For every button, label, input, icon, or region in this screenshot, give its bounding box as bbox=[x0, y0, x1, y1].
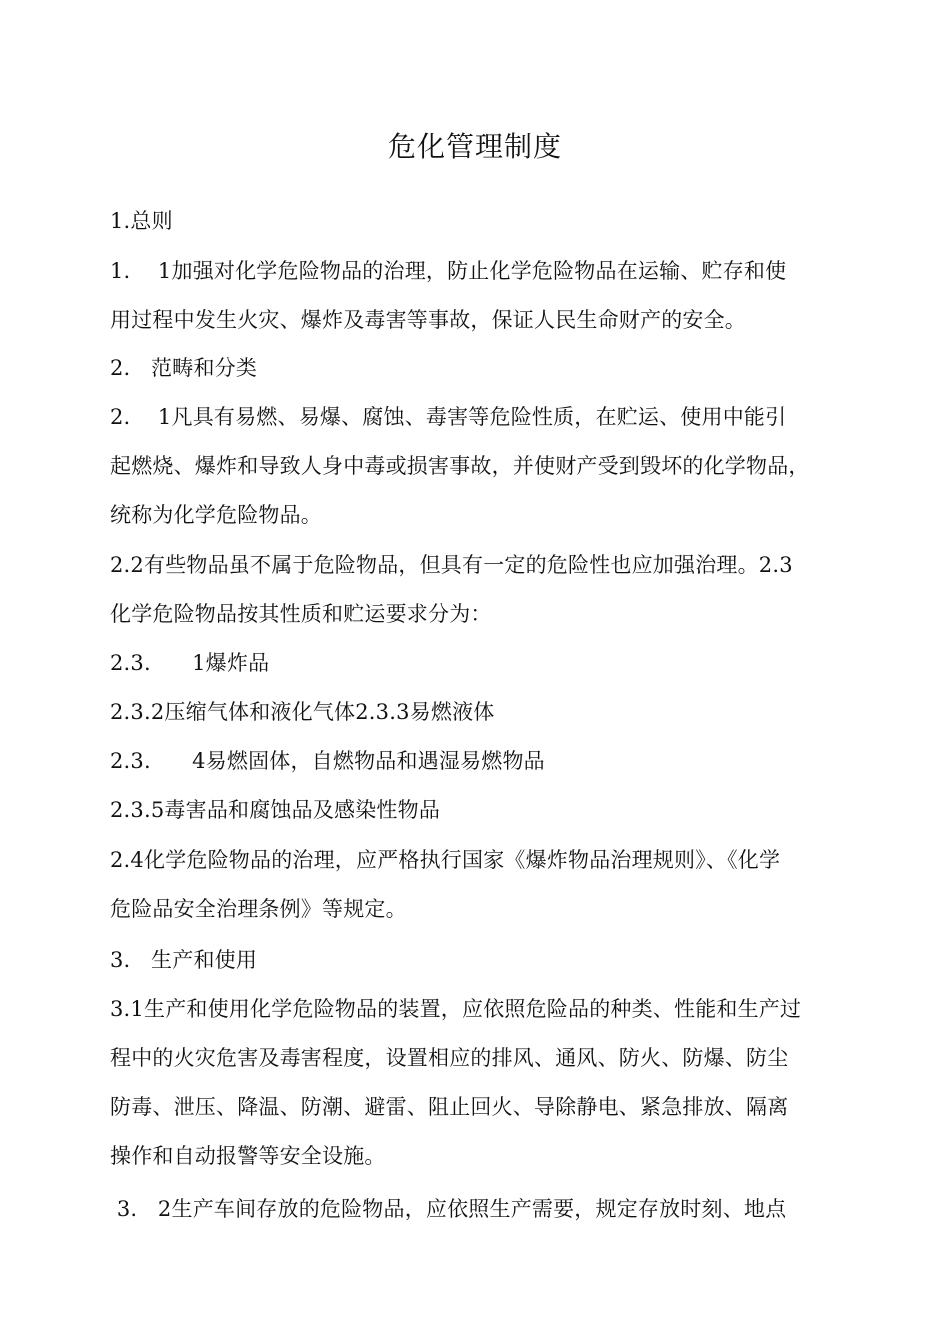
text-line: 2. 1凡具有易燃、易爆、腐蚀、毒害等危险性质，在贮运、使用中能引 bbox=[110, 405, 787, 429]
text-line: 2.4化学危险物品的治理，应严格执行国家《爆炸物品治理规则》、《化学 bbox=[110, 848, 781, 872]
text-line: 2.3.5毒害品和腐蚀品及感染性物品 bbox=[110, 798, 441, 822]
text-line: 起燃烧、爆炸和导致人身中毒或损害事故，并使财产受到毁坏的化学物品， bbox=[110, 454, 810, 478]
text-line: 2.3. 4易燃固体，自燃物品和遇湿易燃物品 bbox=[110, 749, 545, 773]
text-line: 2.3.2压缩气体和液化气体2.3.3易燃液体 bbox=[110, 700, 495, 724]
text-line: 危险品安全治理条例》等规定。 bbox=[110, 897, 407, 921]
text-line: 2.2有些物品虽不属于危险物品，但具有一定的危险性也应加强治理。2.3 bbox=[110, 553, 793, 577]
text-line: 用过程中发生火灾、爆炸及毒害等事故，保证人民生命财产的安全。 bbox=[110, 308, 746, 332]
text-line: 3.1生产和使用化学危险物品的装置，应依照危险品的种类、性能和生产过 bbox=[110, 997, 802, 1021]
text-line: 统称为化学危险物品。 bbox=[110, 503, 322, 527]
text-line: 2. 范畴和分类 bbox=[110, 356, 258, 380]
text-line: 操作和自动报警等安全设施。 bbox=[110, 1144, 386, 1168]
text-line: 3. 2生产车间存放的危险物品，应依照生产需要，规定存放时刻、地点 bbox=[110, 1197, 787, 1221]
text-line: 1.总则 bbox=[110, 209, 173, 233]
text-line: 防毒、泄压、降温、防潮、避雷、阻止回火、导除静电、紧急排放、隔离 bbox=[110, 1095, 789, 1119]
text-line: 3. 生产和使用 bbox=[110, 948, 258, 972]
text-line: 2.3. 1爆炸品 bbox=[110, 651, 270, 675]
text-line: 1. 1加强对化学危险物品的治理，防止化学危险物品在运输、贮存和使 bbox=[110, 259, 787, 283]
text-line: 化学危险物品按其性质和贮运要求分为： bbox=[110, 602, 492, 626]
document-title: 危化管理制度 bbox=[387, 130, 562, 163]
text-line: 程中的火灾危害及毒害程度，设置相应的排风、通风、防火、防爆、防尘 bbox=[110, 1046, 789, 1070]
